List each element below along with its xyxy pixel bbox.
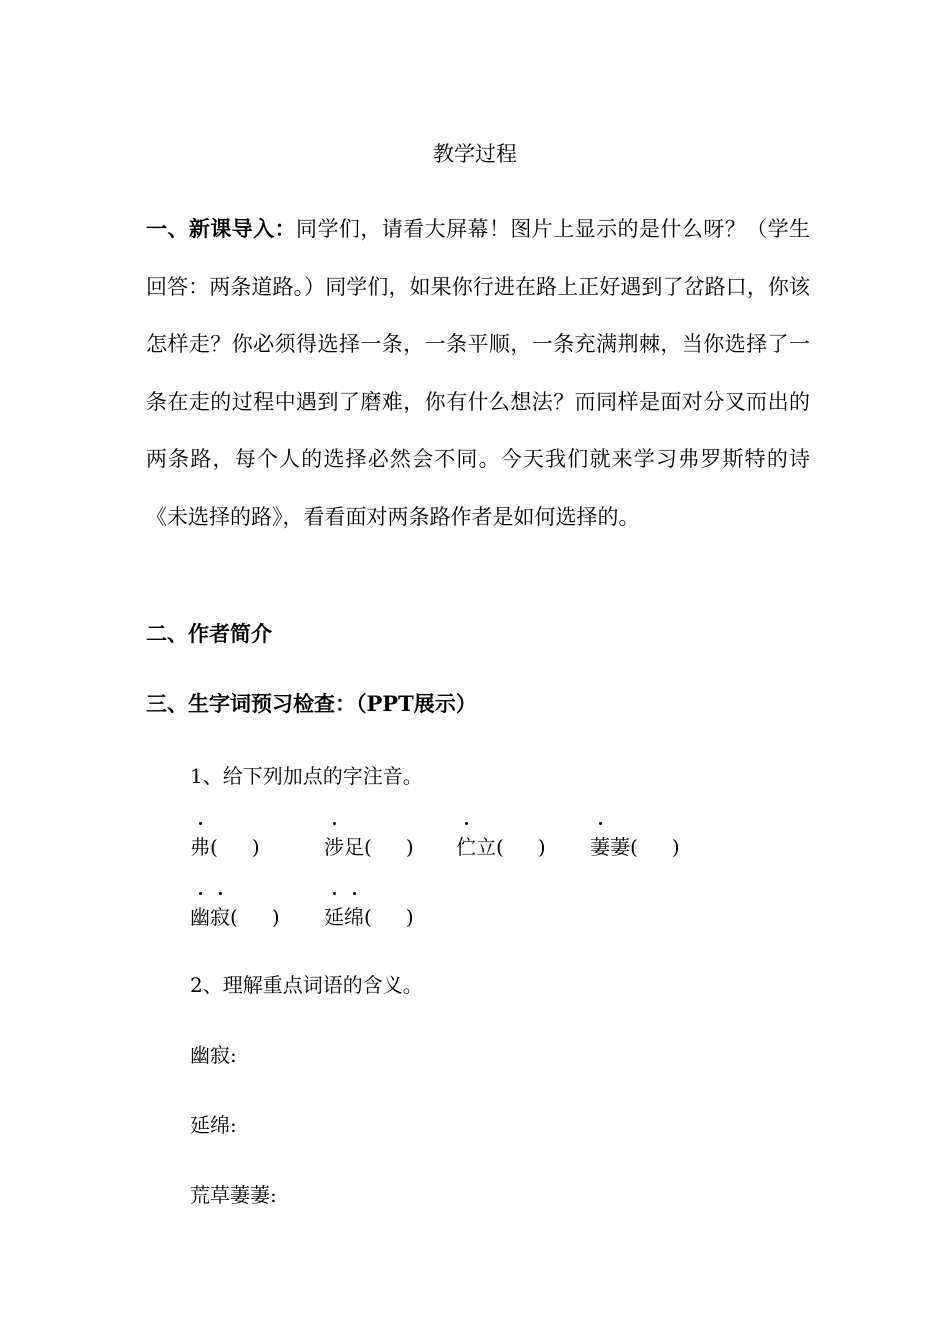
pinyin-item: 伫立( ) <box>456 831 546 860</box>
question-1: 1、给下列加点的字注音。 <box>190 764 423 788</box>
term-label: 幽寂: <box>190 1043 237 1067</box>
page-title: 教学过程 <box>433 142 517 166</box>
pinyin-item: 弗( ) <box>190 831 260 860</box>
dotted-character: 延 <box>324 901 344 930</box>
section-intro-heading: 一、新课导入： <box>146 216 297 241</box>
dotted-character: 弗 <box>190 831 210 860</box>
dotted-character: 萋 <box>590 831 610 860</box>
pinyin-item: 幽寂( ) <box>190 901 280 930</box>
section-vocab-heading: 三、生字词预习检查：（PPT展示） <box>146 691 477 716</box>
pinyin-item: 萋萋( ) <box>590 831 680 860</box>
question-2: 2、理解重点词语的含义。 <box>190 973 423 997</box>
pinyin-item: 延绵( ) <box>324 901 414 930</box>
dotted-character: 涉 <box>324 831 344 860</box>
term-label: 荒草萋萋: <box>190 1183 277 1207</box>
section-author-heading: 二、作者简介 <box>146 621 272 646</box>
term-label: 延绵: <box>190 1113 237 1137</box>
dotted-character: 绵 <box>344 901 364 930</box>
pinyin-item: 涉足( ) <box>324 831 414 860</box>
section-intro-body: 同学们，请看大屏幕！图片上显示的是什么呀？（学生回答：两条道路。）同学们，如果你行进在路上正好遇到了岔路口，你该怎样走？你必须得选择一条，一条平顺，一条充满荆棘，当你选择了一条在走的过程中遇到了磨难，你有什么想法？而同样是面对分叉而出的两条路，每个人的选择必然会不同。今天我们就来学习弗罗斯特的诗《未选择的路》，看看面对两条路作者是如何选择的。 <box>146 217 811 529</box>
dotted-character: 寂 <box>210 901 230 930</box>
section-intro <box>146 200 810 546</box>
dotted-character: 幽 <box>190 901 210 930</box>
dotted-character: 伫 <box>456 831 476 860</box>
